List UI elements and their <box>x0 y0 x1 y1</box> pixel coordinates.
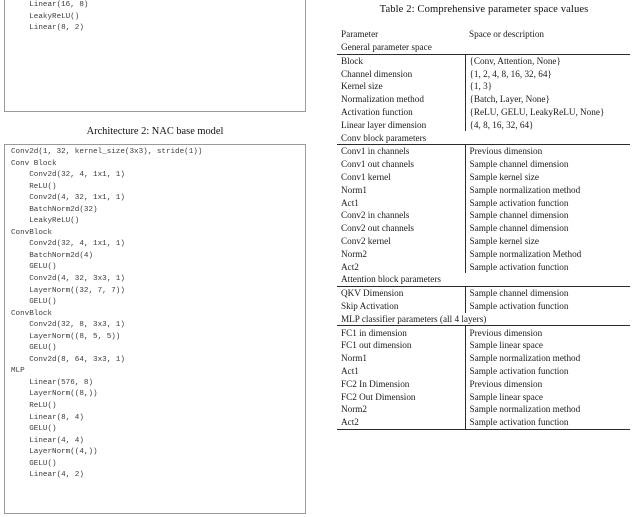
code-line: Linear(8, 2) <box>11 24 84 33</box>
table-row <box>337 365 630 378</box>
table-cell-parameter: Norm1 <box>337 352 465 365</box>
table-row <box>337 235 630 248</box>
table-cell-description: {Conv, Attention, None} <box>469 55 561 66</box>
code-line: BatchNorm2d(32) <box>11 205 98 214</box>
table-row <box>337 339 630 352</box>
table-cell-description: Sample activation function <box>469 261 569 272</box>
table-cell-parameter: QKV Dimension <box>337 286 465 299</box>
table-header-description: Space or description <box>469 29 545 40</box>
code-line: Conv2d(32, 4, 1x1, 1) <box>11 240 125 249</box>
code-line: GELU() <box>11 263 57 272</box>
table-cell-parameter: FC2 In Dimension <box>337 378 465 391</box>
table-cell-description: Previous dimension <box>469 327 543 338</box>
table-cell-description: Sample normalization method <box>469 404 581 415</box>
table-cell-parameter: Conv1 out channels <box>337 158 465 171</box>
table-cell-description: Previous dimension <box>469 146 543 157</box>
table-cell-description: {4, 8, 16, 32, 64} <box>469 119 534 130</box>
table-cell-parameter: Block <box>337 54 465 67</box>
code-line: Conv2d(4, 32, 1x1, 1) <box>11 194 125 203</box>
table-row <box>337 106 630 119</box>
table-cell-description: {ReLU, GELU, LeakyReLU, None} <box>469 107 605 118</box>
left-column <box>0 0 310 517</box>
code-line: Conv2d(32, 8, 3x3, 1) <box>11 321 125 330</box>
table-cell-parameter: Kernel size <box>337 80 465 93</box>
table-cell-description: Sample channel dimension <box>469 210 569 221</box>
table-cell-parameter: Conv2 out channels <box>337 222 465 235</box>
table-header-parameter: Parameter <box>341 29 379 40</box>
code-line: GELU() <box>11 459 57 468</box>
table-cell-parameter: Skip Activation <box>337 300 465 313</box>
code-line: GELU() <box>11 425 57 434</box>
table-cell-description: Sample channel dimension <box>469 159 569 170</box>
table-row <box>337 300 630 313</box>
table-cell-description: Sample channel dimension <box>469 223 569 234</box>
code-line: LayerNorm((32, 7, 7)) <box>11 286 125 295</box>
table-cell-parameter: FC1 in dimension <box>337 326 465 339</box>
architecture-2-code-block <box>4 144 306 514</box>
section-title: Attention block parameters <box>341 274 442 285</box>
table-cell-parameter: Act1 <box>337 365 465 378</box>
table-cell-description: Sample linear space <box>469 340 543 351</box>
code-line: Linear(4, 4) <box>11 436 84 445</box>
table-row <box>337 248 630 261</box>
table-row <box>337 158 630 171</box>
code-line: ConvBlock <box>11 309 53 318</box>
code-line: LayerNorm((8, 5, 5)) <box>11 332 121 341</box>
parameter-space-table <box>337 28 630 430</box>
table-cell-parameter: FC2 Out Dimension <box>337 390 465 403</box>
architecture-2-caption: Architecture 2: NAC base model <box>86 126 224 137</box>
code-line: BatchNorm2d(4) <box>11 251 94 260</box>
table-row <box>337 119 630 132</box>
table-cell-parameter: Activation function <box>337 106 465 119</box>
code-line: Conv2d(8, 64, 3x3, 1) <box>11 355 125 364</box>
table-row <box>337 67 630 80</box>
table-section-row <box>337 273 630 286</box>
table-cell-parameter: Conv1 in channels <box>337 145 465 158</box>
table-cell-description: Sample normalization Method <box>469 248 582 259</box>
table-section-row <box>337 41 630 54</box>
table-caption: Table 2: Comprehensive parameter space values <box>379 4 589 15</box>
table-row <box>337 209 630 222</box>
table-cell-description: Sample activation function <box>469 366 569 377</box>
table-cell-parameter: Norm2 <box>337 248 465 261</box>
architecture-1-code-block <box>4 0 306 112</box>
code-line: LayerNorm((8,)) <box>11 390 98 399</box>
table-row <box>337 184 630 197</box>
table-cell-description: Previous dimension <box>469 378 543 389</box>
table-row <box>337 416 630 429</box>
table-cell-parameter: Conv2 in channels <box>337 209 465 222</box>
table-cell-parameter: Channel dimension <box>337 67 465 80</box>
table-section-label <box>337 41 630 54</box>
section-title: General parameter space <box>341 42 432 53</box>
table-row <box>337 171 630 184</box>
table-cell-description: Sample normalization method <box>469 184 581 195</box>
code-line: Conv2d(4, 32, 3x3, 1) <box>11 275 125 284</box>
table-cell-parameter: Linear layer dimension <box>337 119 465 132</box>
table-section-label <box>337 131 630 144</box>
table-row <box>337 390 630 403</box>
table-cell-description: Sample linear space <box>469 391 543 402</box>
table-cell-parameter: Norm1 <box>337 184 465 197</box>
table-cell-description: Sample kernel size <box>469 172 539 183</box>
table-row <box>337 352 630 365</box>
code-line: ReLU() <box>11 182 57 191</box>
code-line: LeakyReLU() <box>11 217 80 226</box>
table-cell-description: Sample activation function <box>465 416 630 429</box>
table-section-row <box>337 131 630 144</box>
code-line: Linear(576, 8) <box>11 378 94 387</box>
table-cell-parameter: Act2 <box>337 260 465 273</box>
code-line: Conv Block <box>11 159 57 168</box>
table-cell-description: Sample channel dimension <box>469 288 569 299</box>
table-header-row <box>337 28 630 41</box>
table-cell-description: Sample kernel size <box>469 236 539 247</box>
table-cell-parameter: FC1 out dimension <box>337 339 465 352</box>
table-section-label <box>337 273 630 286</box>
table-cell-description: Sample activation function <box>469 197 569 208</box>
code-line: Linear(4, 2) <box>11 471 84 480</box>
table-row <box>337 196 630 209</box>
table-cell-parameter: Conv1 kernel <box>337 171 465 184</box>
code-line: LeakyReLU() <box>11 12 80 21</box>
table-row <box>337 260 630 273</box>
code-line: Linear(8, 4) <box>11 413 84 422</box>
table-cell-parameter: Normalization method <box>337 93 465 106</box>
table-row <box>337 403 630 416</box>
code-line: Conv2d(1, 32, kernel_size(3x3), stride(1)) <box>11 148 203 156</box>
table-cell-description: {1, 2, 4, 8, 16, 32, 64} <box>469 68 552 79</box>
table-cell-parameter: Norm2 <box>337 403 465 416</box>
table-section-row <box>337 313 630 326</box>
table-cell-description: {1, 3} <box>469 81 493 92</box>
table-row <box>337 145 630 158</box>
table-row <box>337 222 630 235</box>
code-line: GELU() <box>11 344 57 353</box>
table-row <box>337 54 630 67</box>
code-line: ConvBlock <box>11 228 53 237</box>
table-row <box>337 326 630 339</box>
table-cell-parameter: Act1 <box>337 196 465 209</box>
table-row <box>337 93 630 106</box>
table-row <box>337 286 630 299</box>
table-cell-description: {Batch, Layer, None} <box>469 94 550 105</box>
section-subtitle: (all 4 layers) <box>437 313 487 324</box>
code-line: Linear(16, 8) <box>11 1 89 10</box>
table-cell-description: Sample normalization method <box>469 353 581 364</box>
table-row <box>337 378 630 391</box>
code-line: ReLU() <box>11 402 57 411</box>
table-cell-parameter: Conv2 kernel <box>337 235 465 248</box>
code-line: MLP <box>11 367 25 376</box>
code-line: Conv2d(32, 4, 1x1, 1) <box>11 171 125 180</box>
table-cell-parameter: Act2 <box>337 416 465 429</box>
table-section-label <box>337 313 630 326</box>
table-row <box>337 80 630 93</box>
section-title: MLP classifier parameters <box>341 313 438 324</box>
table-cell-description: Sample activation function <box>469 301 569 312</box>
code-line: GELU() <box>11 298 57 307</box>
section-title: Conv block parameters <box>341 132 427 143</box>
code-line: LayerNorm((4,)) <box>11 448 98 457</box>
